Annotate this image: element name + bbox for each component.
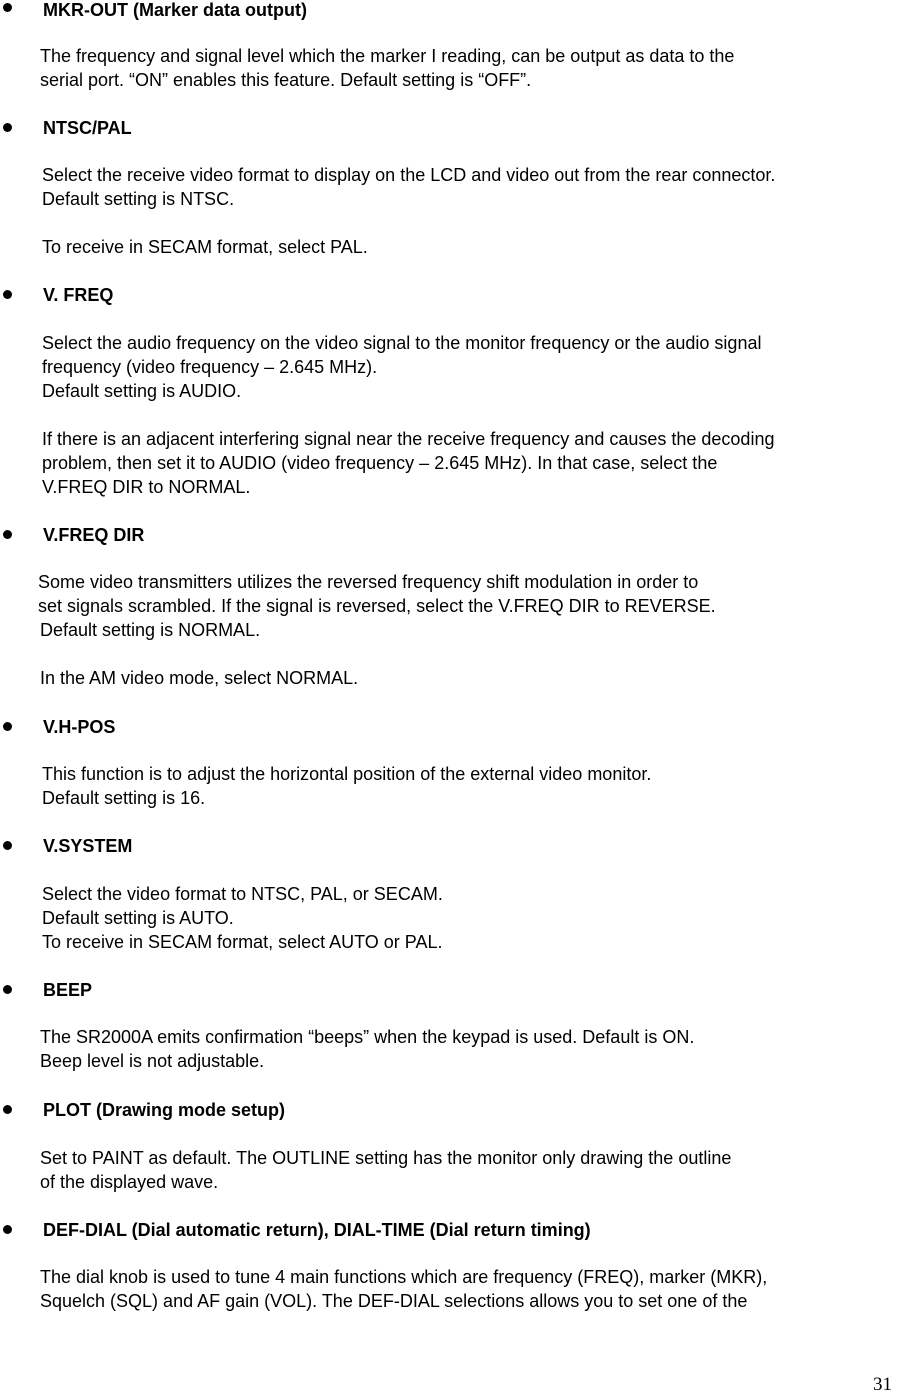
paragraph-line: of the displayed wave. <box>40 1172 219 1192</box>
paragraph-line: Default setting is AUDIO. <box>42 381 242 401</box>
bullet-icon <box>3 722 12 731</box>
paragraph-line: Squelch (SQL) and AF gain (VOL). The DEF-DIAL selections allows you to set one of the <box>40 1291 748 1311</box>
paragraph-line: V.FREQ DIR to NORMAL. <box>42 477 251 497</box>
heading-plot: PLOT (Drawing mode setup) <box>43 1100 286 1120</box>
paragraph-line: In the AM video mode, select NORMAL. <box>40 668 359 688</box>
paragraph-line: Default setting is 16. <box>42 788 206 808</box>
bullet-icon <box>3 1225 12 1234</box>
paragraph-line: Select the receive video format to display on the LCD and video out from the rear connector. <box>42 165 776 185</box>
heading-def-dial: DEF-DIAL (Dial automatic return), DIAL-TIME (Dial return timing) <box>43 1220 591 1240</box>
paragraph-line: Default setting is NORMAL. <box>40 620 261 640</box>
paragraph-line: Some video transmitters utilizes the reversed frequency shift modulation in order to <box>38 572 699 592</box>
paragraph-line: This function is to adjust the horizontal position of the external video monitor. <box>42 764 652 784</box>
bullet-icon <box>3 985 12 994</box>
paragraph-line: The dial knob is used to tune 4 main functions which are frequency (FREQ), marker (MKR), <box>40 1267 768 1287</box>
bullet-icon <box>3 290 12 299</box>
paragraph-line: Default setting is NTSC. <box>42 189 235 209</box>
heading-v-h-pos: V.H-POS <box>43 717 116 737</box>
paragraph-line: Set to PAINT as default. The OUTLINE setting has the monitor only drawing the outline <box>40 1148 732 1168</box>
paragraph-line: problem, then set it to AUDIO (video frequency – 2.645 MHz). In that case, select the <box>42 453 718 473</box>
paragraph-line: set signals scrambled. If the signal is reversed, select the V.FREQ DIR to REVERSE. <box>38 596 716 616</box>
heading-ntsc-pal: NTSC/PAL <box>43 118 132 138</box>
paragraph-line: The SR2000A emits confirmation “beeps” when the keypad is used. Default is ON. <box>40 1027 695 1047</box>
bullet-icon <box>3 3 12 12</box>
paragraph-line: To receive in SECAM format, select AUTO or PAL. <box>42 932 443 952</box>
paragraph-line: Select the video format to NTSC, PAL, or SECAM. <box>42 884 443 904</box>
bullet-icon <box>3 841 12 850</box>
paragraph-line: Select the audio frequency on the video signal to the monitor frequency or the audio signal <box>42 333 762 353</box>
paragraph-line: The frequency and signal level which the marker I reading, can be output as data to the <box>40 46 735 66</box>
bullet-icon <box>3 123 12 132</box>
paragraph-line: serial port. “ON” enables this feature. Default setting is “OFF”. <box>40 70 532 90</box>
bullet-icon <box>3 1105 12 1114</box>
bullet-icon <box>3 530 12 539</box>
paragraph-line: To receive in SECAM format, select PAL. <box>42 237 368 257</box>
heading-v-freq: V. FREQ <box>43 285 114 305</box>
heading-v-system: V.SYSTEM <box>43 836 133 856</box>
heading-beep: BEEP <box>43 980 93 1000</box>
paragraph-line: If there is an adjacent interfering signal near the receive frequency and causes the decoding <box>42 429 775 449</box>
heading-mkr-out: MKR-OUT (Marker data output) <box>43 0 307 20</box>
paragraph-line: frequency (video frequency – 2.645 MHz). <box>42 357 378 377</box>
paragraph-line: Default setting is AUTO. <box>42 908 234 928</box>
page-number: 31 <box>873 1374 892 1395</box>
paragraph-line: Beep level is not adjustable. <box>40 1051 265 1071</box>
heading-v-freq-dir: V.FREQ DIR <box>43 525 145 545</box>
